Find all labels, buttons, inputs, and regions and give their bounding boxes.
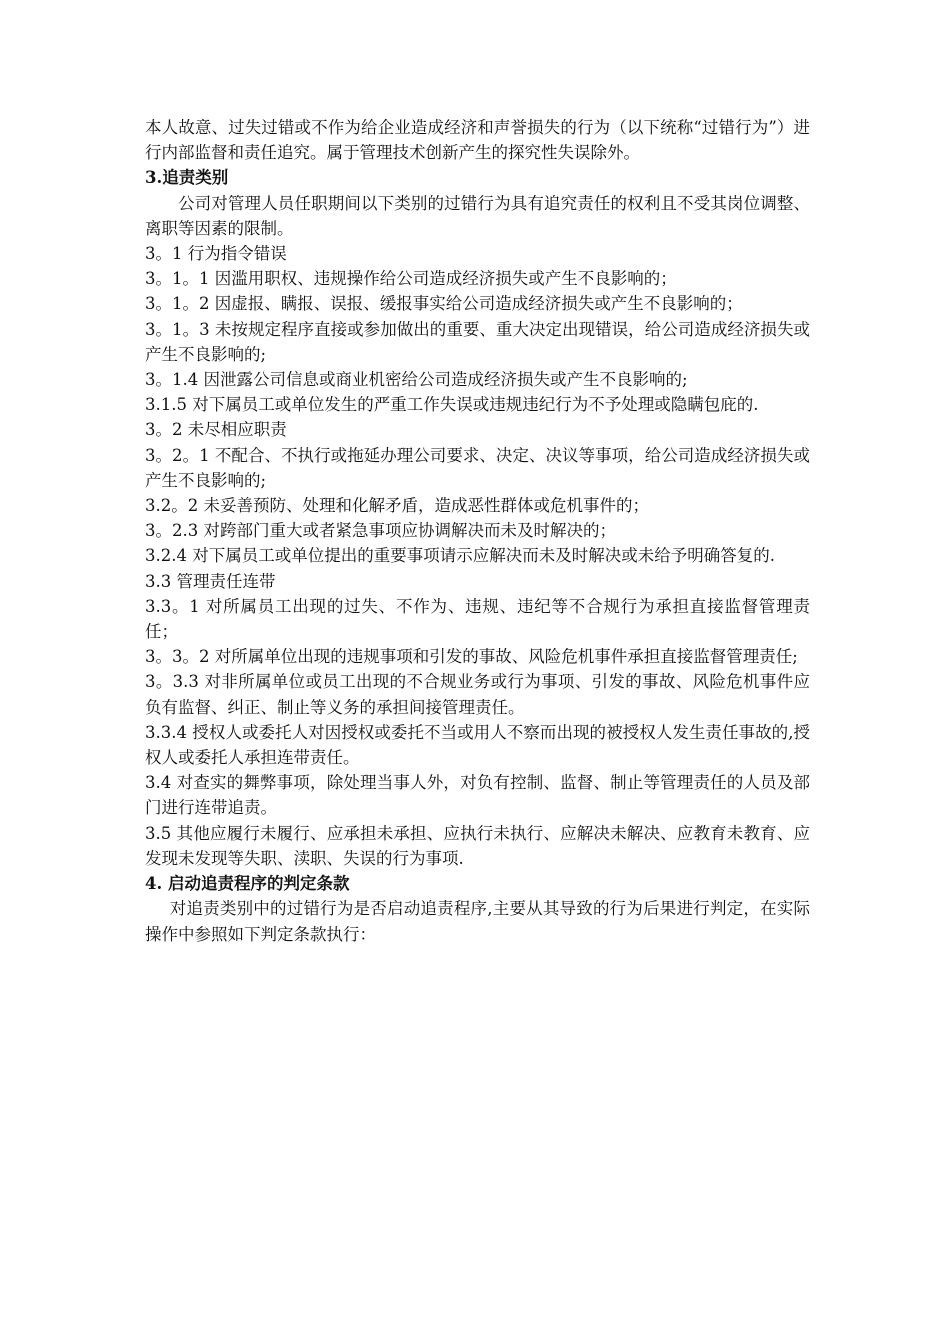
section-3-heading: 3.追责类别 bbox=[145, 168, 229, 188]
clause-3-3-2: 3。3。2 对所属单位出现的违规事项和引发的事故、风险危机事件承担直接监督管理责任; bbox=[145, 647, 798, 667]
clause-3-1: 3。1 行为指令错误 bbox=[145, 244, 287, 264]
clause-3-5: 3.5 其他应履行未履行、应承担未承担、应执行未执行、应解决未解决、应教育未教育、应发现未发现等失职、渎职、失误的行为事项. bbox=[145, 823, 810, 868]
clause-3-1-5: 3.1.5 对下属员工或单位发生的严重工作失误或违规违纪行为不予处理或隐瞒包庇的. bbox=[145, 395, 759, 415]
clause-3-3-4: 3.3.4 授权人或委托人对因授权或委托不当或用人不察而出现的被授权人发生责任事故的,授权人或委托人承担连带责任。 bbox=[145, 722, 810, 768]
clause-3-2-2: 3.2。2 未妥善预防、处理和化解矛盾，造成恶性群体或危机事件的； bbox=[145, 496, 649, 516]
document-page bbox=[145, 115, 810, 947]
clause-3-2: 3。2 未尽相应职责 bbox=[145, 420, 287, 440]
section-4-lead: 对追责类别中的过错行为是否启动追责程序,主要从其导致的行为后果进行判定，在实际操作中参照如下判定条款执行： bbox=[145, 899, 810, 944]
intro-paragraph: 本人故意、过失过错或不作为给企业造成经济和声誉损失的行为（以下统称“过错行为”）进行内部监督和责任追究。属于管理技术创新产生的探究性失误除外。 bbox=[145, 118, 810, 163]
clause-3-3-1: 3.3。1 对所属员工出现的过失、不作为、违规、违纪等不合规行为承担直接监督管理责任； bbox=[145, 596, 810, 642]
clause-3-2-3: 3。2.3 对跨部门重大或者紧急事项应协调解决而未及时解决的； bbox=[145, 521, 616, 541]
section-4-heading: 4. 启动追责程序的判定条款 bbox=[145, 874, 350, 894]
clause-3-1-4: 3。1.4 因泄露公司信息或商业机密给公司造成经济损失或产生不良影响的; bbox=[145, 370, 688, 390]
section-3-lead: 公司对管理人员任职期间以下类别的过错行为具有追究责任的权利且不受其岗位调整、离职等因素的限制。 bbox=[145, 193, 810, 238]
clause-3-2-1: 3。2。1 不配合、不执行或拖延办理公司要求、决定、决议等事项，给公司造成经济损失或产生不良影响的; bbox=[145, 445, 810, 490]
clause-3-2-4: 3.2.4 对下属员工或单位提出的重要事项请示应解决而未及时解决或未给予明确答复的. bbox=[145, 546, 775, 566]
clause-3-1-3: 3。1。3 未按规定程序直接或参加做出的重要、重大决定出现错误，给公司造成经济损失或产生不良影响的; bbox=[145, 319, 810, 364]
clause-3-3-3: 3。3.3 对非所属单位或员工出现的不合规业务或行为事项、引发的事故、风险危机事件应负有监督、纠正、制止等义务的承担间接管理责任。 bbox=[145, 672, 810, 717]
clause-3-4: 3.4 对查实的舞弊事项，除处理当事人外，对负有控制、监督、制止等管理责任的人员及部门进行连带追责。 bbox=[145, 773, 810, 818]
clause-3-1-2: 3。1。2 因虚报、瞒报、误报、缓报事实给公司造成经济损失或产生不良影响的； bbox=[145, 294, 743, 314]
clause-3-3: 3.3 管理责任连带 bbox=[145, 571, 276, 591]
clause-3-1-1: 3。1。1 因滥用职权、违规操作给公司造成经济损失或产生不良影响的； bbox=[145, 269, 677, 289]
